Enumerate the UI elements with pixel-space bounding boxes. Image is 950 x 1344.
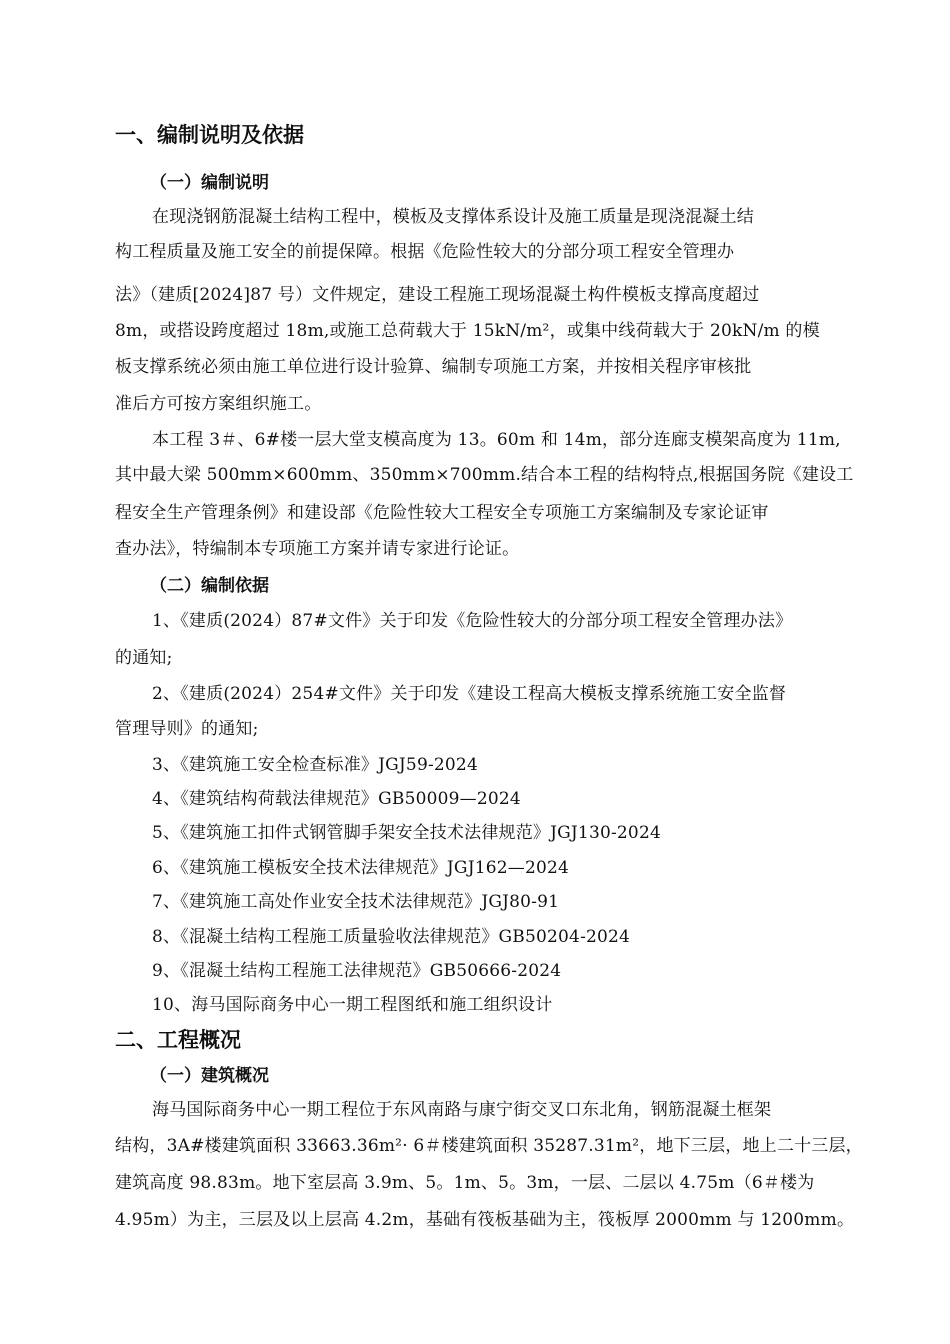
reference-item: 5、《建筑施工扣件式钢管脚手架安全技术法律规范》JGJ130-2024 <box>152 823 661 843</box>
paragraph-line: 本工程 3＃、6#楼一层大堂支模高度为 13。60m 和 14m，部分连廊支模架高度为 11m, <box>152 430 841 450</box>
paragraph-line: 准后方可按方案组织施工。 <box>115 394 322 414</box>
paragraph-line: 查办法》，特编制本专项施工方案并请专家进行论证。 <box>115 539 520 559</box>
subsection-1-1-heading: （一）编制说明 <box>150 173 269 193</box>
reference-item: 4、《建筑结构荷载法律规范》GB50009—2024 <box>152 789 521 809</box>
paragraph-line: 结构，3A#楼建筑面积 33663.36m²· 6＃楼建筑面积 35287.31m²，地下三层，地上二十三层， <box>115 1136 863 1156</box>
reference-item: 10、海马国际商务中心一期工程图纸和施工组织设计 <box>152 995 553 1015</box>
paragraph-line: 海马国际商务中心一期工程位于东风南路与康宁街交叉口东北角，钢筋混凝土框架 <box>152 1100 772 1120</box>
reference-item: 9、《混凝土结构工程施工法律规范》GB50666-2024 <box>152 961 562 981</box>
reference-item: 2、《建质(2024）254#文件》关于印发《建设工程高大模板支撑系统施工安全监督 <box>152 684 787 704</box>
subsection-1-2-heading: （二）编制依据 <box>150 576 269 596</box>
paragraph-line: 建筑高度 98.83m。地下室层高 3.9m、5。1m、5。3m，一层、二层以 4.75m（6＃楼为 <box>115 1173 815 1193</box>
paragraph-line: 法》（建质[2024]87 号）文件规定，建设工程施工现场混凝土构件模板支撑高度超过 <box>115 285 760 305</box>
reference-item: 6、《建筑施工模板安全技术法律规范》JGJ162—2024 <box>152 858 570 878</box>
reference-item: 管理导则》的通知; <box>115 719 259 739</box>
reference-item: 3、《建筑施工安全检查标准》JGJ59-2024 <box>152 755 478 775</box>
reference-item: 7、《建筑施工高处作业安全技术法律规范》JGJ80-91 <box>152 892 560 912</box>
paragraph-line: 构工程质量及施工安全的前提保障。根据《危险性较大的分部分项工程安全管理办 <box>115 242 735 262</box>
paragraph-line: 8m，或搭设跨度超过 18m,或施工总荷载大于 15kN/m²，或集中线荷载大于 20kN/m 的模 <box>115 321 820 341</box>
section-2-heading: 二、工程概况 <box>115 1028 241 1052</box>
reference-item: 的通知; <box>115 648 173 668</box>
paragraph-line: 4.95m）为主，三层及以上层高 4.2m，基础有筏板基础为主，筏板厚 2000mm 与 1200mm。 <box>115 1210 855 1230</box>
paragraph-line: 在现浇钢筋混凝土结构工程中，模板及支撑体系设计及施工质量是现浇混凝土结 <box>152 207 754 227</box>
paragraph-line: 程安全生产管理条例》和建设部《危险性较大工程安全专项施工方案编制及专家论证审 <box>115 503 769 523</box>
reference-item: 1、《建质(2024）87#文件》关于印发《危险性较大的分部分项工程安全管理办法》 <box>152 611 793 631</box>
paragraph-line: 其中最大梁 500mm×600mm、350mm×700mm.结合本工程的结构特点,根据国务院《建设工 <box>115 465 854 485</box>
reference-item: 8、《混凝土结构工程施工质量验收法律规范》GB50204-2024 <box>152 927 631 947</box>
section-1-heading: 一、编制说明及依据 <box>115 123 304 147</box>
paragraph-line: 板支撑系统必须由施工单位进行设计验算、编制专项施工方案，并按相关程序审核批 <box>115 357 752 377</box>
subsection-2-1-heading: （一）建筑概况 <box>150 1066 269 1086</box>
